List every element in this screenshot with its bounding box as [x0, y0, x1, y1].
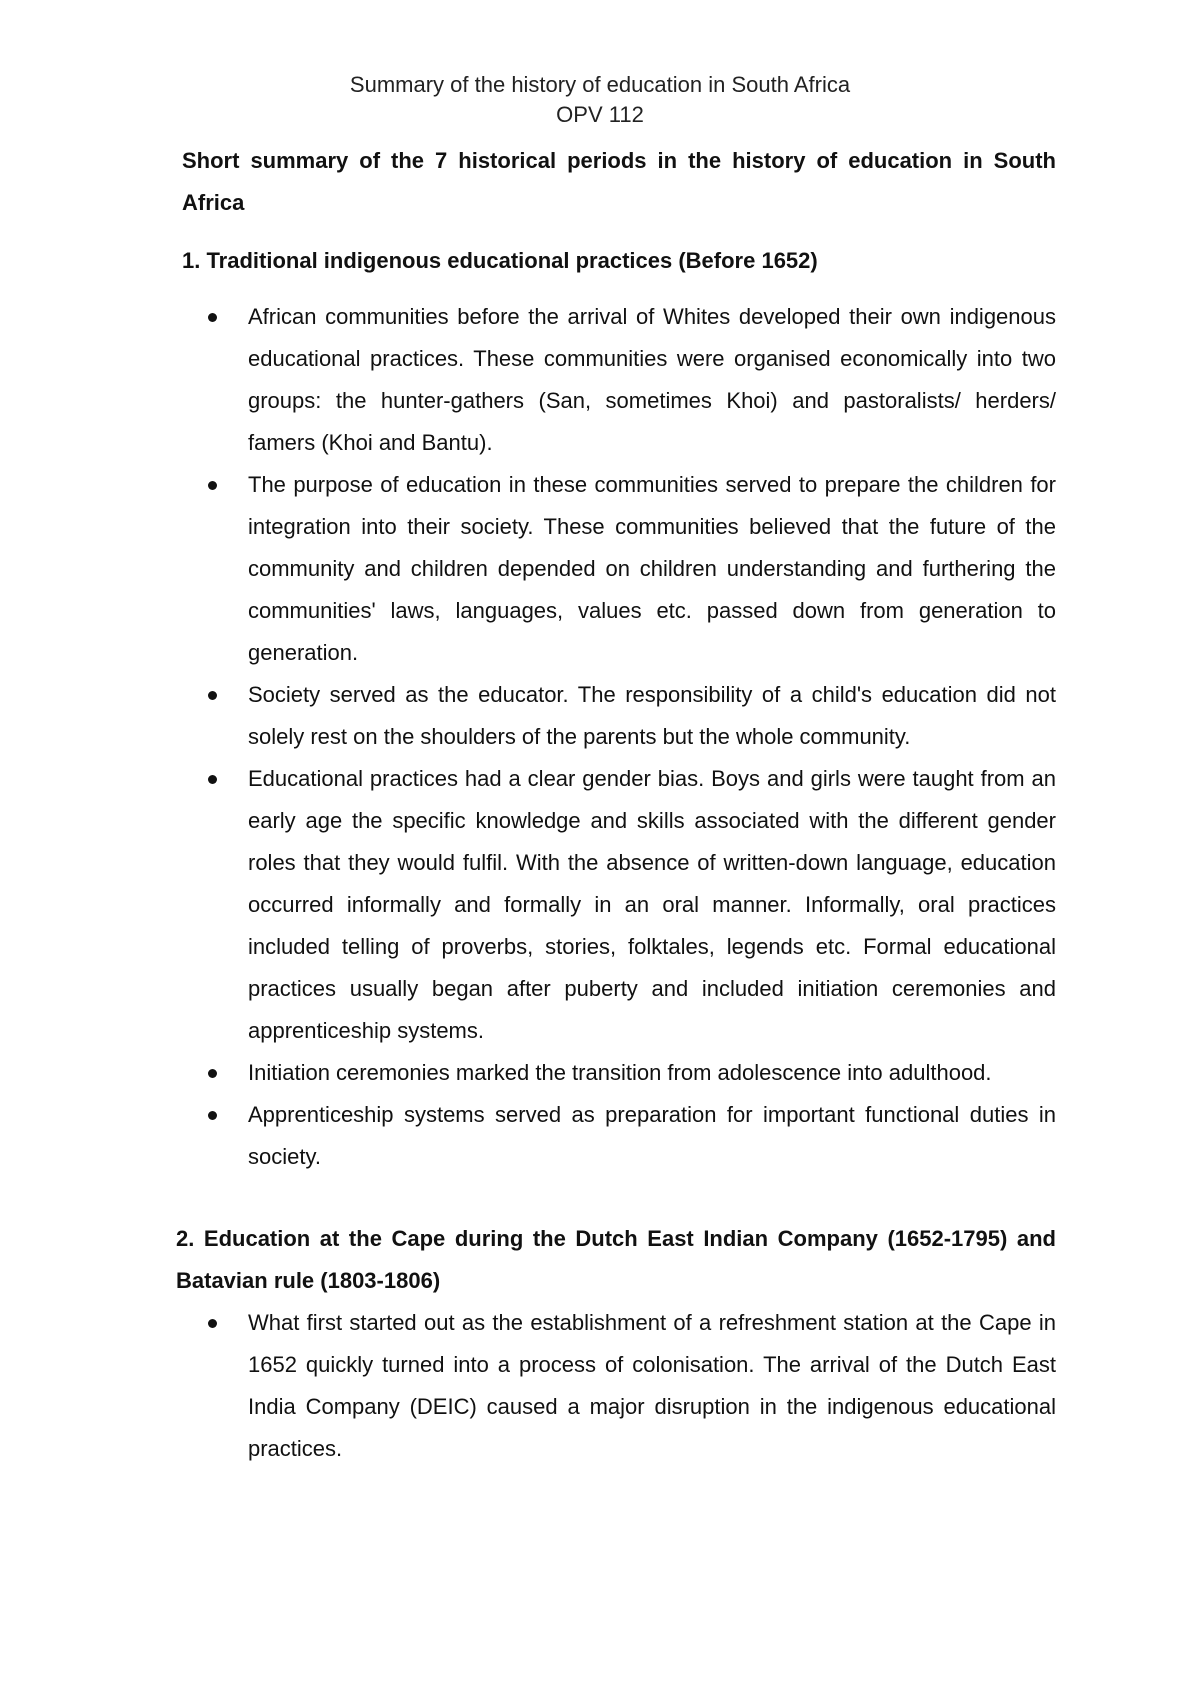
bullet-icon — [208, 313, 217, 322]
bullet-icon — [208, 691, 217, 700]
list-item-text: What first started out as the establishment of a refreshment station at the Cape in 1652 quickly turned into a process of colonisation. The arrival of the Dutch East India Company (DEIC) caused a major disruption in the indigenous educational practices. — [248, 1310, 1056, 1461]
list-item — [182, 758, 1056, 1052]
list-item-text: Apprenticeship systems served as preparation for important functional duties in society. — [248, 1102, 1056, 1169]
list-item — [182, 296, 1056, 464]
document-body — [176, 140, 1056, 1470]
section-1-heading: 1. Traditional indigenous educational practices (Before 1652) — [182, 248, 818, 273]
list-item-text: The purpose of education in these communities served to prepare the children for integration into their society. These communities believed that the future of the community and children depended on children understanding and furthering the communities' laws, languages, values etc. passed down from generation to generation. — [248, 472, 1056, 665]
list-item — [182, 1094, 1056, 1178]
bullet-icon — [208, 481, 217, 490]
section-2-heading: 2. Education at the Cape during the Dutch East Indian Company (1652-1795) and Batavian rule (1803-1806) — [176, 1226, 1056, 1293]
list-item — [182, 674, 1056, 758]
list-item — [182, 1052, 1056, 1094]
intro-heading: Short summary of the 7 historical periods in the history of education in South Africa — [182, 148, 1056, 215]
list-item-text: African communities before the arrival of Whites developed their own indigenous educational practices. These communities were organised economically into two groups: the hunter-gathers (San, sometimes Khoi) and pastoralists/ herders/ famers (Khoi and Bantu). — [248, 304, 1056, 455]
list-item — [182, 1302, 1056, 1470]
bullet-icon — [208, 1111, 217, 1120]
document-header — [0, 70, 1200, 130]
bullet-icon — [208, 775, 217, 784]
list-item — [182, 464, 1056, 674]
list-item-text: Initiation ceremonies marked the transition from adolescence into adulthood. — [248, 1060, 992, 1085]
document-title: Summary of the history of education in South Africa — [349, 72, 851, 97]
bullet-icon — [208, 1069, 217, 1078]
list-item-text: Educational practices had a clear gender bias. Boys and girls were taught from an early age the specific knowledge and skills associated with the different gender roles that they would fulfil. With the absence of written-down language, education occurred informally and formally in an oral manner. Informally, oral practices included telling of proverbs, stories, folktales, legends etc. Formal educational practices usually began after puberty and included initiation ceremonies and apprenticeship systems. — [248, 766, 1056, 1043]
section-2-bullet-list — [182, 1302, 1056, 1470]
section-1-bullet-list — [182, 296, 1056, 1178]
list-item-text: Society served as the educator. The responsibility of a child's education did not solely rest on the shoulders of the parents but the whole community. — [248, 682, 1056, 749]
course-code: OPV 112 — [556, 102, 644, 127]
bullet-icon — [208, 1319, 217, 1328]
